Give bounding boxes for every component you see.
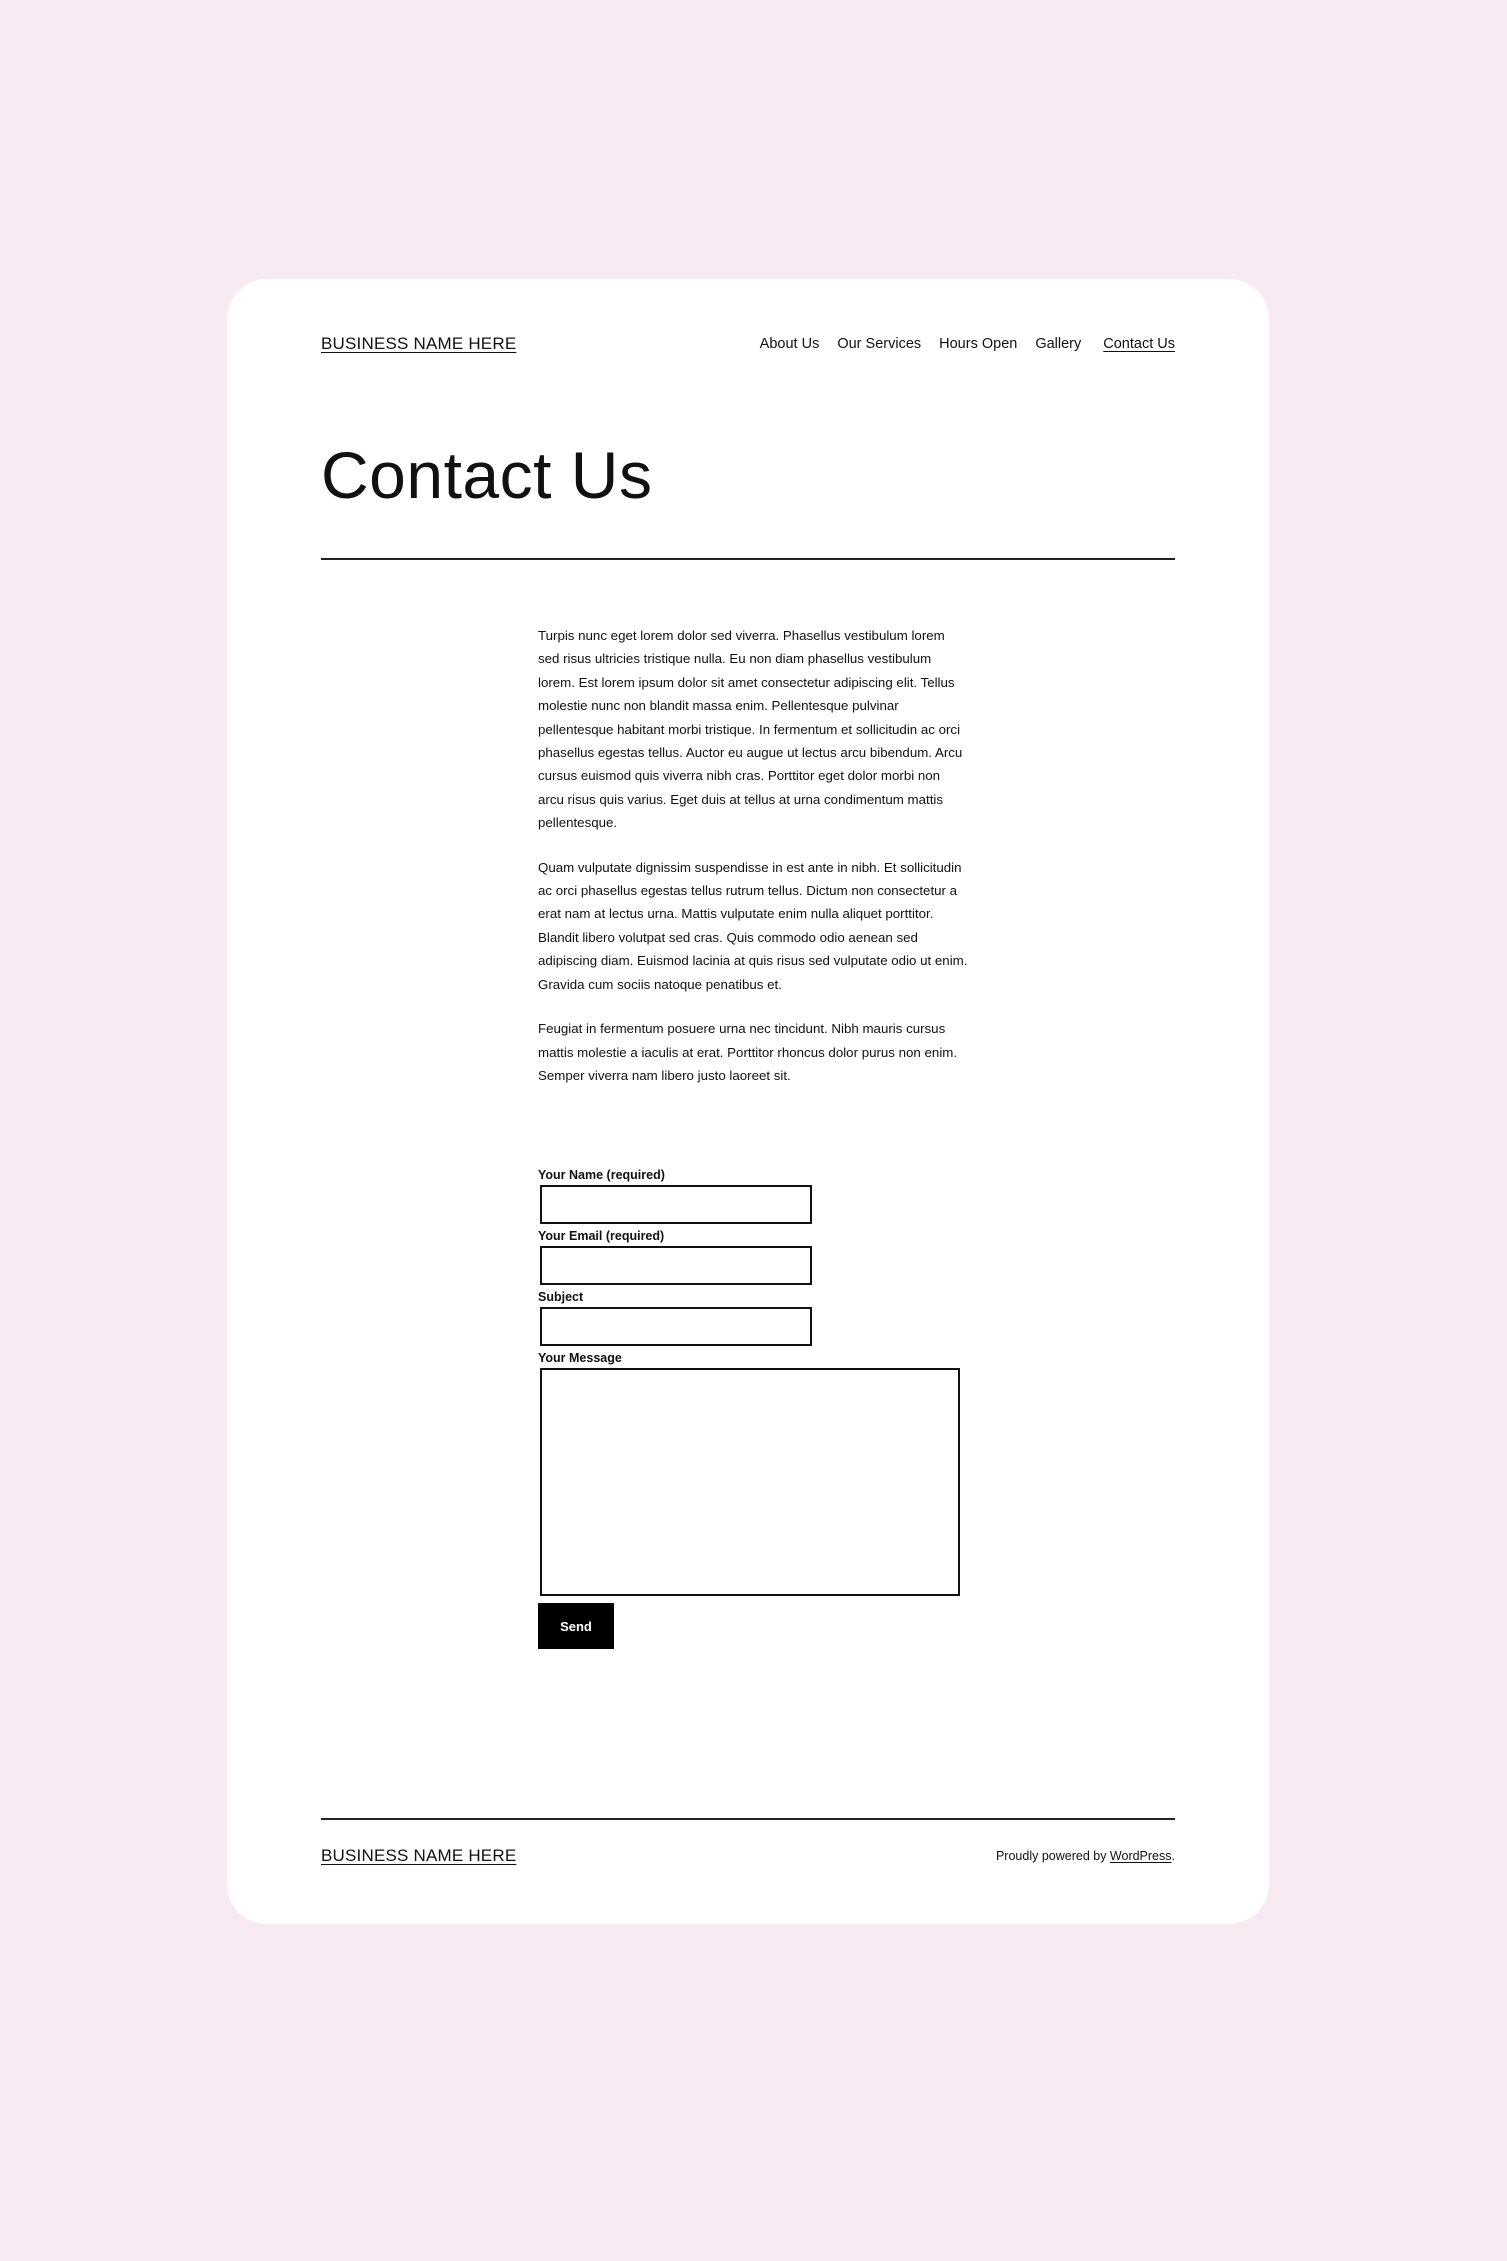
nav-item-contact-us[interactable]: Contact Us [1103, 336, 1175, 352]
site-title-link[interactable]: BUSINESS NAME HERE [321, 334, 517, 353]
send-button[interactable]: Send [538, 1603, 614, 1649]
footer-site-title-link[interactable]: BUSINESS NAME HERE [321, 1846, 517, 1865]
title-divider [321, 558, 1175, 560]
nav-item-our-services[interactable]: Our Services [837, 336, 922, 352]
content-paragraph: Quam vulputate dignissim suspendisse in est ante in nibh. Et sollicitudin ac orci phasellus egestas tellus rutrum tellus. Dictum non consectetur a erat nam at lectus urna. Mattis vulputate enim nulla aliquet porttitor. Blandit libero volutpat sed cras. Quis commodo odio aenean sed adipiscing diam. Euismod lacinia at quis risus sed vulputate odio ut enim. Gravida cum sociis natoque penatibus et. [538, 859, 968, 992]
nav-item-about-us[interactable]: About Us [759, 336, 820, 352]
subject-field-label: Subject [538, 1290, 584, 1304]
content-paragraph: Feugiat in fermentum posuere urna nec tincidunt. Nibh mauris cursus mattis molestie a iaculis at erat. Porttitor rhoncus dolor purus non enim. Semper viverra nam libero justo laoreet sit. [538, 1021, 958, 1083]
name-field[interactable] [540, 1185, 812, 1224]
wordpress-link[interactable]: WordPress [1109, 1849, 1172, 1863]
site-header [321, 334, 1175, 362]
nav-item-gallery[interactable]: Gallery [1035, 336, 1082, 352]
page-content [538, 624, 968, 1108]
message-field-label: Your Message [538, 1351, 622, 1365]
contact-form [538, 1166, 968, 1649]
primary-nav [760, 336, 1175, 352]
email-field-label: Your Email (required) [538, 1229, 665, 1243]
page-card [227, 279, 1269, 1924]
email-field[interactable] [540, 1246, 812, 1285]
nav-item-hours-open[interactable]: Hours Open [939, 336, 1018, 352]
content-paragraph: Turpis nunc eget lorem dolor sed viverra. Phasellus vestibulum lorem sed risus ultricies tristique nulla. Eu non diam phasellus vestibulum lorem. Est lorem ipsum dolor sit amet consectetur adipiscing elit. Tellus molestie nunc non blandit massa enim. Pellentesque pulvinar pellentesque habitant morbi tristique. In fermentum et sollicitudin ac orci phasellus egestas tellus. Auctor eu augue ut lectus arcu bibendum. Arcu cursus euismod quis viverra nibh cras. Porttitor eget dolor morbi non arcu risus quis varius. Eget duis at tellus at urna condimentum mattis pellentesque. [538, 628, 963, 831]
name-field-label: Your Name (required) [538, 1168, 665, 1182]
subject-field[interactable] [540, 1307, 812, 1346]
credit-suffix: . [1171, 1849, 1175, 1863]
credit-prefix: Proudly powered by [995, 1849, 1110, 1863]
footer-divider [321, 1818, 1175, 1820]
message-field[interactable] [540, 1368, 960, 1596]
footer-credit [996, 1849, 1175, 1863]
page-title: Contact Us [321, 438, 653, 512]
